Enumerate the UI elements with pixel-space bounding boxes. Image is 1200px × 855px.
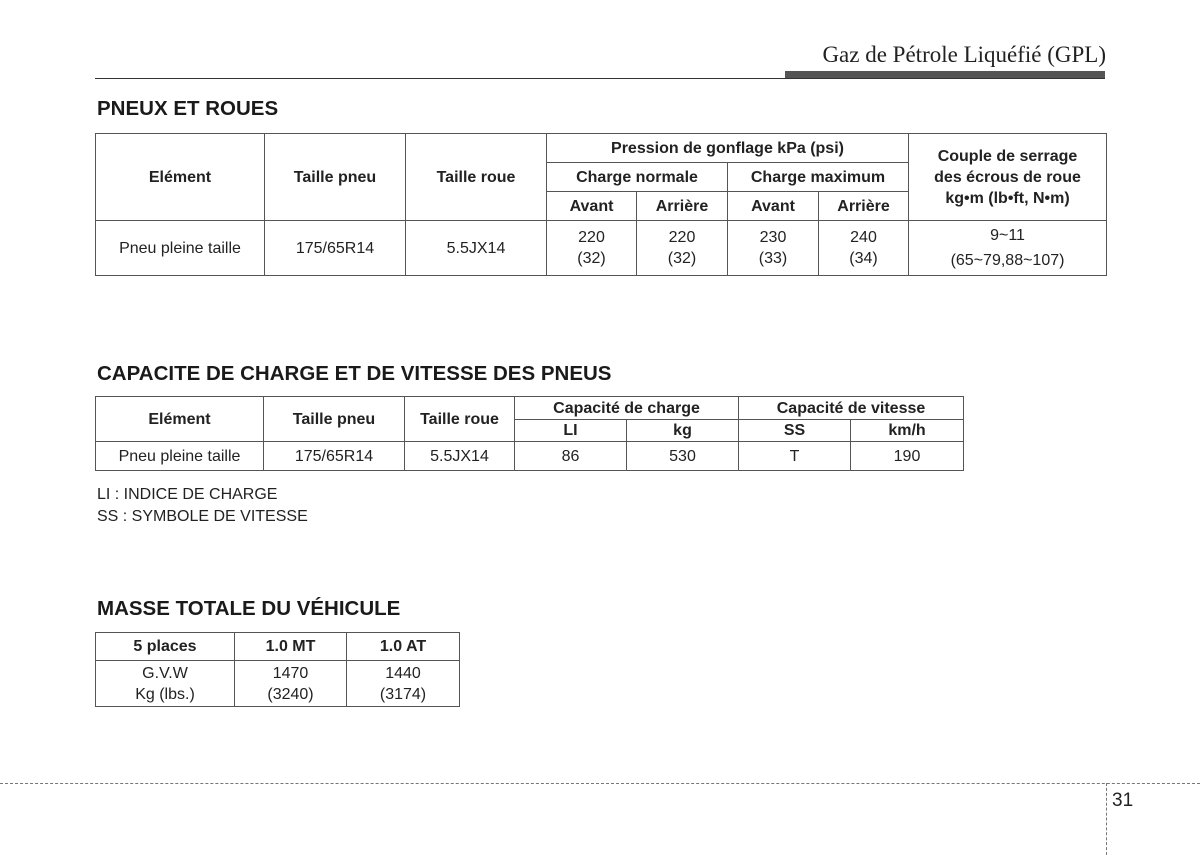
header-normal-front: Avant	[547, 192, 637, 221]
cell-tire-size: 175/65R14	[265, 221, 406, 276]
legend-ss: SS : SYMBOLE DE VITESSE	[97, 508, 308, 525]
gross-weight-table	[95, 632, 460, 707]
header-inflation-pressure: Pression de gonflage kPa (psi)	[547, 134, 909, 163]
cell-max-front-psi: (33)	[758, 250, 788, 267]
header-torque-line2: des écrous de roue	[934, 168, 1081, 186]
cell-normal-rear	[637, 221, 728, 276]
header-torque-line3: kg•m (lb•ft, N•m)	[945, 189, 1070, 207]
header-kmh: km/h	[851, 420, 964, 442]
cell-wheel-size: 5.5JX14	[406, 221, 547, 276]
section-title-load-speed: CAPACITE DE CHARGE ET DE VITESSE DES PNEUS	[97, 362, 612, 385]
tires-wheels-table	[95, 133, 1107, 276]
cell-torque-kgm: 9~11	[990, 227, 1025, 244]
cell-element: Pneu pleine taille	[96, 442, 264, 471]
header-torque-line1: Couple de serrage	[937, 147, 1078, 165]
cell-kg: 530	[627, 442, 739, 471]
header-max-rear: Arrière	[819, 192, 909, 221]
legend-li: LI : INDICE DE CHARGE	[97, 486, 278, 503]
cell-ss: T	[739, 442, 851, 471]
cell-gvw-label	[96, 661, 235, 707]
cell-normal-rear-psi: (32)	[667, 250, 697, 267]
cell-at-lbs: (3174)	[379, 685, 427, 703]
header-li: LI	[515, 420, 627, 442]
header-ss: SS	[739, 420, 851, 442]
load-speed-table	[95, 396, 964, 471]
cell-at-weight	[347, 661, 460, 707]
cell-wheel-size: 5.5JX14	[405, 442, 515, 471]
abbreviation-legend	[97, 484, 308, 528]
cell-max-front-kpa: 230	[759, 229, 787, 246]
cell-max-front	[728, 221, 819, 276]
cell-mt-lbs: (3240)	[267, 685, 314, 703]
cell-mt-weight	[235, 661, 347, 707]
header-wheel-size: Taille roue	[405, 397, 515, 442]
cell-gvw-label-line2: Kg (lbs.)	[135, 685, 195, 703]
footer-dashed-divider	[1106, 783, 1107, 855]
section-title-tires-wheels: PNEUX ET ROUES	[97, 97, 279, 120]
header-max-load: Charge maximum	[728, 163, 909, 192]
cell-normal-rear-kpa: 220	[668, 229, 696, 246]
page-number: 31	[1112, 790, 1134, 811]
header-tire-size: Taille pneu	[265, 134, 406, 221]
cell-at-kg: 1440	[385, 664, 421, 682]
cell-kmh: 190	[851, 442, 964, 471]
header-torque	[909, 134, 1107, 221]
footer-dashed-rule	[0, 783, 1200, 784]
cell-max-rear	[819, 221, 909, 276]
header-normal-load: Charge normale	[547, 163, 728, 192]
header-kg: kg	[627, 420, 739, 442]
cell-mt-kg: 1470	[272, 664, 309, 682]
header-max-front: Avant	[728, 192, 819, 221]
cell-gvw-label-line1: G.V.W	[142, 664, 188, 682]
header-speed-capacity: Capacité de vitesse	[739, 397, 964, 420]
cell-normal-front-psi: (32)	[577, 250, 606, 267]
section-title-gross-weight: MASSE TOTALE DU VÉHICULE	[97, 597, 401, 620]
cell-element: Pneu pleine taille	[96, 221, 265, 276]
header-normal-rear: Arrière	[637, 192, 728, 221]
header-tire-size: Taille pneu	[264, 397, 405, 442]
cell-torque-lbft-nm: (65~79,88~107)	[950, 252, 1065, 269]
header-element: Elément	[96, 134, 265, 221]
cell-normal-front-kpa: 220	[578, 229, 605, 246]
page-header-title: Gaz de Pétrole Liquéfié (GPL)	[822, 42, 1106, 67]
header-seats: 5 places	[96, 633, 235, 661]
header-1-0-mt: 1.0 MT	[235, 633, 347, 661]
header-1-0-at: 1.0 AT	[347, 633, 460, 661]
cell-max-rear-psi: (34)	[849, 250, 878, 267]
cell-torque	[909, 221, 1107, 276]
cell-max-rear-kpa: 240	[850, 229, 877, 246]
header-wheel-size: Taille roue	[406, 134, 547, 221]
header-rule	[95, 78, 1105, 79]
cell-tire-size: 175/65R14	[264, 442, 405, 471]
header-load-capacity: Capacité de charge	[515, 397, 739, 420]
cell-li: 86	[515, 442, 627, 471]
header-element: Elément	[96, 397, 264, 442]
cell-normal-front	[547, 221, 637, 276]
